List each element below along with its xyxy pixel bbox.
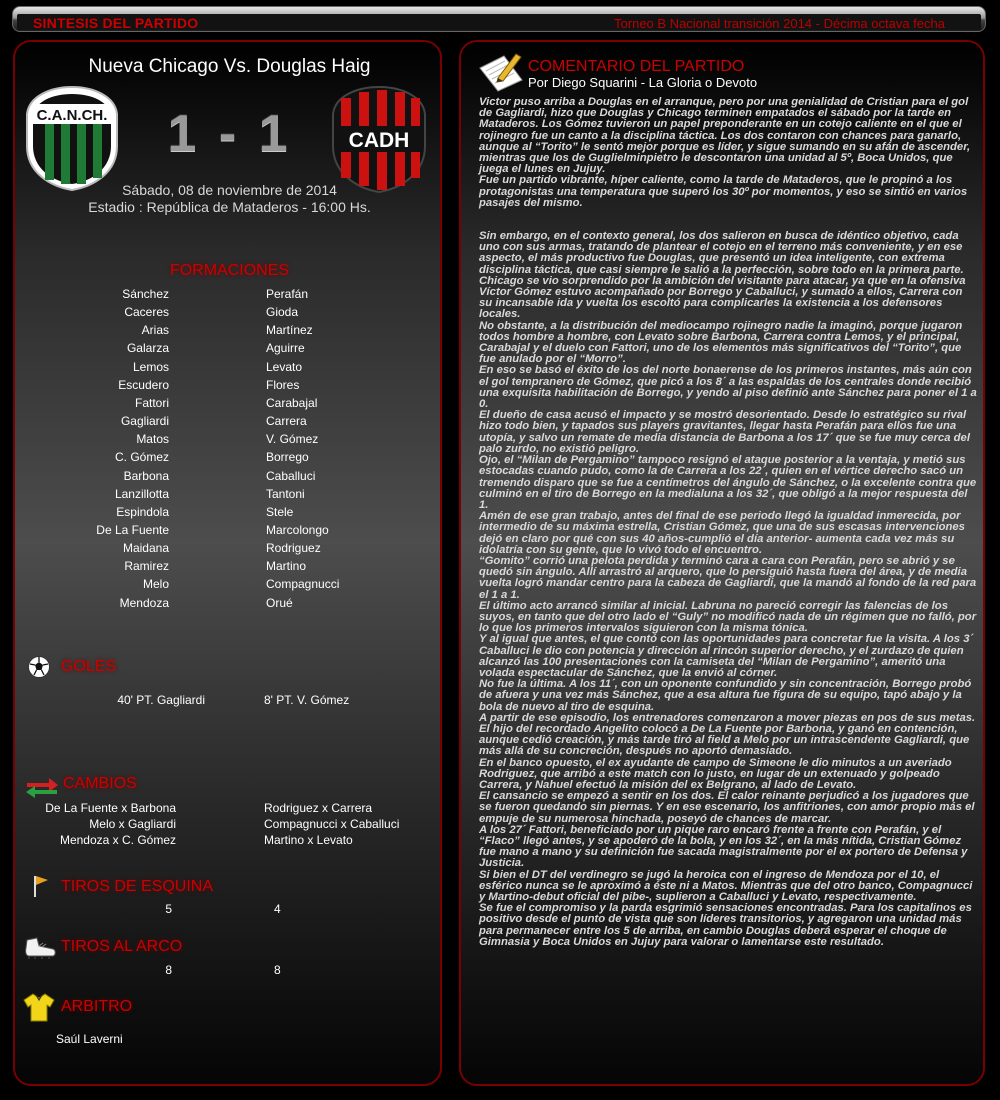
- commentary-paragraph: A los 27´ Fattori, beneficiado por un pique raro encaró frente a frente con Perafán, y el “Flaco” llegó antes, y se apoderó de la bola, y en los 32´, en la más nítida, Cristian Gómez fue mano a mano y su definición fue sacada magistralmente por el ex portero de Defensa y Justicia.: [479, 823, 968, 870]
- commentary-paragraph: A partir de ese episodio, los entrenadores comenzaron a mover piezas en pos de sus metas. El hijo del recordado Angelito colocó a De La Fuente por Barbona, y ganó en contención, aunque cedió creación, y más tarde tiró al field a Melo por un intrascendente Gagliardi, que más allá de su concreción, después no aportó demasiado.: [479, 711, 976, 758]
- subs-title: CAMBIOS: [63, 775, 137, 792]
- lineup-away-player: Orué: [266, 595, 293, 610]
- commentary-paragraph: No obstante, a la distribución del mediocampo rojinegro nadie la imaginó, porque jugaron todos hombre a hombre, con Levato sobre Barbona, Carrera contra Lemos, y el principal, Carabajal y el duelo con Fattori, uno de los elementos más significativos del “Torito”, que fue anulado por el “Morro”.: [479, 319, 963, 366]
- lineup-away-player: Levato: [266, 359, 303, 374]
- commentary-panel: [459, 40, 985, 1086]
- substitution-arrows-icon: [25, 776, 59, 798]
- sub-away: Compagnucci x Caballuci: [264, 817, 400, 831]
- commentary-paragraph: [479, 209, 977, 231]
- commentary-paragraph: Amén de ese gran trabajo, antes del final de ese periodo llegó la igualdad inmerecida, por intermedio de su máxima estrella, Cristian Gómez, que una de sus escasas intervenciones dejó en claro por qué con sus 40 años-cumplió el día anterior- aumenta cada vez más su idolatría con su gente, que lo vivó todo el encuentro.: [479, 510, 965, 556]
- lineup-home-player: Lanzillotta: [114, 486, 169, 501]
- referee-shirt-icon: [23, 992, 55, 1022]
- lineup-home-player: Galarza: [126, 341, 169, 356]
- commentary-title: COMENTARIO DEL PARTIDO: [528, 58, 745, 75]
- lineup-away-player: Caballuci: [266, 468, 316, 483]
- top-header-bar: [12, 6, 986, 32]
- lineup-away-player: Aguirre: [266, 341, 305, 356]
- lineup-away-player: Flores: [266, 377, 300, 392]
- lineup-home-player: Matos: [136, 432, 169, 447]
- lineup-away-player: Stele: [266, 504, 294, 519]
- lineup-home-player: Gagliardi: [120, 414, 169, 429]
- sub-home: Melo x Gagliardi: [89, 817, 176, 831]
- lineup-home-player: Caceres: [124, 305, 169, 320]
- commentary-paragraph: Sin embargo, en el contexto general, los dos salieron en busca de idéntico objetivo, cada uno con sus armas, tratando de plantear el cotejo en el terreno más conveniente, y en ese aspecto, el más productivo fue Douglas, que presentó un idea inteligente, con extrema disciplina táctica, que casi siempre le salió a la perfección, sobre todo en la primera parte.: [479, 230, 964, 276]
- lineup-home-player: Sánchez: [122, 287, 169, 301]
- referee-title: ARBITRO: [61, 998, 133, 1015]
- lineup-away-player: Compagnucci: [266, 577, 340, 592]
- lineup-away-player: Carrera: [266, 414, 307, 429]
- lineup-home-player: Ramirez: [124, 559, 169, 574]
- sub-home: De La Fuente x Barbona: [45, 801, 176, 815]
- goal-away: 8' PT. V. Gómez: [264, 693, 350, 707]
- football-boot-icon: [23, 934, 57, 960]
- goal-home: 40' PT. Gagliardi: [117, 693, 205, 707]
- match-summary-panel: [13, 40, 442, 1086]
- match-stadium: Estadio : República de Mataderos - 16:00 Hs.: [88, 199, 371, 215]
- commentary-paragraph: En eso se basó el éxito de los del norte bonaerense de los primeros instantes, más aún con el gol tempranero de Gómez, que picó a los 8´ a las espaldas de los centrales donde recibió una exquisita habilitación de Borrego, y yendo al piso definió ante Sánchez para poner el 1 a 0.: [479, 364, 977, 411]
- corner-flag-icon: [31, 874, 51, 898]
- away-team-badge-icon: [329, 84, 429, 194]
- shots-home: 8: [165, 963, 172, 977]
- goals-title: GOLES: [61, 658, 117, 675]
- sub-away: Rodriguez x Carrera: [264, 801, 373, 815]
- header-left-title: SINTESIS DEL PARTIDO: [33, 15, 199, 31]
- lineup-home-player: Escudero: [118, 377, 169, 392]
- commentary-paragraph: Fue un partido vibrante, híper caliente, como la tarde de Mataderos, que le propinó a los protagonistas una temperatura que superó los 30º por momentos, y eso se sintió en varios pasajes del mismo.: [479, 174, 968, 209]
- lineup-home-player: C. Gómez: [114, 450, 169, 465]
- lineup-away-player: Martino: [266, 559, 307, 574]
- commentary-paragraph: El último acto arrancó similar al inicial. Labruna no pareció corregir las falencias de los suyos, en tanto que del otro lado el “Guly” no modificó nada de un régimen que no falló, por lo que los primeros intervalos siguieron con la misma tónica.: [479, 599, 977, 635]
- match-score: 1 - 1: [167, 105, 292, 163]
- lineup-away-player: Gioda: [266, 305, 299, 320]
- commentary-paragraph: Y al igual que antes, el que contó con las oportunidades para concretar fue la visita. A los 3´ Caballuci le dio con potencia y dirección al rincón superior derecho, y el zurdazo de quien alcanzó las 100 presentaciones con la camiseta del “Milan de Pergamino”, ameritó una volada espectacular de Sánchez, que la envió al córner.: [479, 633, 974, 679]
- match-title: Nueva Chicago Vs. Douglas Haig: [88, 56, 371, 77]
- away-badge-text: CADH: [348, 129, 410, 152]
- shots-away: 8: [274, 963, 281, 977]
- lineup-away-player: Rodriguez: [266, 541, 321, 556]
- header-right-title: Torneo B Nacional transición 2014 - Décima octava fecha: [614, 16, 945, 31]
- shots-title: TIROS AL ARCO: [61, 938, 183, 955]
- commentary-paragraph: No fue la última. A los 11´, con un oponente confundido y sin concentración, Borrego probó de afuera y una vez más Sánchez, que a esa altura fue figura de su equipo, tapó abajo y la bola de nuevo al tiro de esquina.: [479, 678, 972, 713]
- corners-title: TIROS DE ESQUINA: [61, 878, 214, 895]
- commentary-paragraph: El cansancio se empezó a sentir en los dos. El calor reinante perjudicó a los jugadores que se fueron quedando sin piernas. Y en ese escenario, los anfitriones, con amor propio más el empuje de su numerosa hinchada, poseyó de chances de marcar.: [479, 790, 975, 825]
- lineup-home-player: Espindola: [116, 504, 169, 519]
- sub-home: Mendoza x C. Gómez: [59, 833, 176, 847]
- lineup-away-player: Perafán: [266, 287, 309, 301]
- commentary-body: [479, 97, 977, 948]
- lineup-home-player: Maidana: [122, 541, 169, 556]
- lineup-home-player: Fattori: [134, 395, 169, 410]
- commentary-author: Por Diego Squarini - La Gloria o Devoto: [528, 75, 758, 90]
- lineup-away-player: Tantoni: [266, 486, 305, 501]
- commentary-paragraph: El dueño de casa acusó el impacto y se mostró desorientado. Desde lo estratégico su rival hizo todo bien, y tapados sus players gravitantes, llegar hasta Perafán para ellos fue una utopía, y salvo un remate de media distancia de Barbona a los 17´ que se fue muy cerca del palo zurdo, no existió peligro.: [479, 409, 970, 455]
- corners-away: 4: [274, 902, 281, 916]
- lineup-home-player: Arias: [141, 323, 169, 338]
- commentary-paragraph: Victor puso arriba a Douglas en el arranque, pero por una genialidad de Cristian para el gol de Gagliardi, hizo que Douglas y Chicago terminen empatados el sábado por la tarde en Mataderos. Los Gómez tuvieron un papel preponderante en un cotejo caliente en el que el rojinegro fue un canto a la disciplina táctica. Los dos contaron con chances para ganarlo, aunque al “Torito” le sentó mejor porque es líder, y sigue sumando en su afán de ascender, mientras que los de Guglielminpietro le descontaron una unidad al 5º, Boca Unidos, que juega el lunes en Jujuy.: [479, 96, 971, 176]
- lineup-away-player: Carabajal: [266, 395, 318, 410]
- lineup-away-player: Marcolongo: [266, 522, 329, 537]
- lineup-home-player: Melo: [142, 577, 169, 592]
- lineup-home-player: Mendoza: [119, 595, 169, 610]
- commentary-paragraph: Se fue el compromiso y la parda esgrimió sensaciones encontradas. Para los capitalinos es positivo desde el punto de vista que son líderes transitorios, y agregaron una unidad más para permanecer entre los 5 de arriba, en cambio Douglas deberá esperar el choque de Gimnasia y Boca Unidos en Jujuy para valorar o lamentarse este resultado.: [479, 902, 972, 948]
- notepad-pencil-icon: [478, 50, 524, 92]
- commentary-paragraph: En el banco opuesto, el ex ayudante de campo de Simeone le dio minutos a un averiado Rodriguez, que arribó a este match con lo justo, en lugar de un extenuado y golpeado Carrera, y Nahuel efectuó la misión del ex Belgrano, al lado de Levato.: [479, 756, 952, 791]
- lineup-away-player: Martínez: [266, 323, 313, 338]
- referee-name: Saúl Laverni: [56, 1032, 123, 1046]
- commentary-paragraph: “Gomito” corrió una pelota perdida y terminó cara a cara con Perafán, pero se abrió y se quedó sin ángulo. Allí arrastró al arquero, que lo persiguió hasta fuera del área, y de media vuelta logró mandar centro para la cabeza de Gagliardi, que la mandó al fondo de la red para el 1 a 1.: [479, 554, 977, 601]
- corners-home: 5: [165, 902, 172, 916]
- match-date: Sábado, 08 de noviembre de 2014: [122, 182, 337, 198]
- lineup-home-player: De La Fuente: [96, 522, 169, 537]
- lineup-home-player: Barbona: [123, 468, 169, 483]
- commentary-paragraph: Chicago se vio sorprendido por la ambición del visitante para atacar, ya que en la ofensiva Víctor Gómez estuvo acompañado por Borrego y Caballuci, y sumado a ellos, Carrera con su incansable ida y vuelta los escoltó para complicarles la existencia a los defensores locales.: [479, 274, 966, 321]
- commentary-paragraph: Ojo, el “Milan de Pergamino” tampoco resignó el ataque posterior a la ventaja, y metió sus estocadas cuando pudo, como la de Carrera a los 22´, quien en el vértice derecho sacó un tremendo disparo que se fue a centímetros del ángulo de Sánchez, o la excelente contra que culminó en el tiro de Borrego en la medialuna a los 32´, que obligó a la mejor respuesta del 1.: [479, 454, 977, 511]
- home-badge-text: C.A.N.CH.: [36, 107, 108, 124]
- soccer-ball-icon: [27, 655, 51, 679]
- sub-away: Martino x Levato: [264, 833, 353, 847]
- lineup-home-player: Lemos: [132, 359, 169, 374]
- commentary-paragraph: Si bien el DT del verdinegro se jugó la heroica con el ingreso de Mendoza por el 10, el esférico nunca se le aproximó a éste ni a Matos. Mientras que del otro banco, Compagnucci y Martino-debut oficial del pibe-, suplieron a Caballuci y Levato, respectivamente.: [479, 868, 973, 904]
- lineups-title: FORMACIONES: [169, 262, 290, 279]
- lineup-away-player: V. Gómez: [266, 432, 319, 447]
- lineup-away-player: Borrego: [266, 450, 309, 465]
